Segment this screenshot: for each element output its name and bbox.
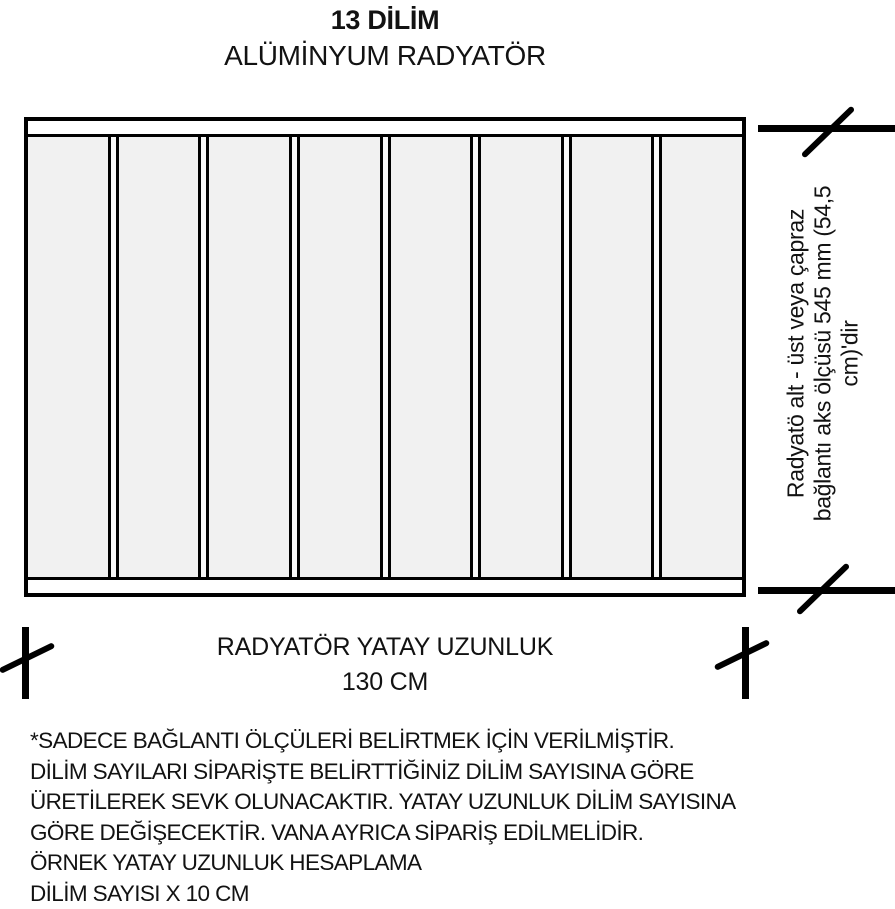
note-line: *SADECE BAĞLANTI ÖLÇÜLERİ BELİRTMEK İÇİN VERİLMİŞTİR. <box>30 726 890 757</box>
width-dimension-value: 130 CM <box>24 665 746 700</box>
radiator-section-divider <box>108 137 119 577</box>
note-line: ÜRETİLEREK SEVK OLUNACAKTIR. YATAY UZUNLUK DİLİM SAYISINA <box>30 787 890 818</box>
radiator-section <box>481 137 561 577</box>
page-title: 13 DİLİM <box>24 3 746 38</box>
axis-dimension-label-line3: cm)'dir <box>837 139 864 569</box>
radiator-section-divider <box>470 137 481 577</box>
note-line: GÖRE DEĞİŞECEKTİR. VANA AYRICA SİPARİŞ EDİLMELİDİR. <box>30 818 890 849</box>
radiator-section <box>119 137 199 577</box>
radiator-bottom-header <box>28 580 742 593</box>
width-dimension-caption: RADYATÖR YATAY UZUNLUK <box>24 630 746 665</box>
radiator-body <box>28 137 742 577</box>
axis-dimension-label <box>783 139 864 569</box>
radiator-section <box>662 137 742 577</box>
title-block <box>24 3 746 74</box>
radiator-top-header <box>28 121 742 134</box>
radiator-section-divider <box>289 137 300 577</box>
radiator-section <box>391 137 471 577</box>
radiator-section <box>300 137 380 577</box>
page-subtitle: ALÜMİNYUM RADYATÖR <box>24 38 746 74</box>
note-line: DİLİM SAYILARI SİPARİŞTE BELİRTTİĞİNİZ DİLİM SAYISINA GÖRE <box>30 757 890 788</box>
notes-block <box>30 726 890 909</box>
radiator-section-divider <box>561 137 572 577</box>
axis-dimension-label-line1: Radyatö alt - üst veya çapraz <box>783 139 810 569</box>
radiator-section-divider <box>651 137 662 577</box>
radiator-section <box>28 137 108 577</box>
width-dimension-label <box>24 630 746 700</box>
axis-dimension-label-line2: bağlantı aks ölçüsü 545 mm (54,5 <box>810 139 837 569</box>
radiator-section <box>209 137 289 577</box>
radiator-section <box>572 137 652 577</box>
radiator-section-divider <box>198 137 209 577</box>
note-line: ÖRNEK YATAY UZUNLUK HESAPLAMA <box>30 848 890 879</box>
note-line: DİLİM SAYISI X 10 CM <box>30 879 890 909</box>
radiator-drawing <box>24 117 746 597</box>
radiator-section-divider <box>380 137 391 577</box>
